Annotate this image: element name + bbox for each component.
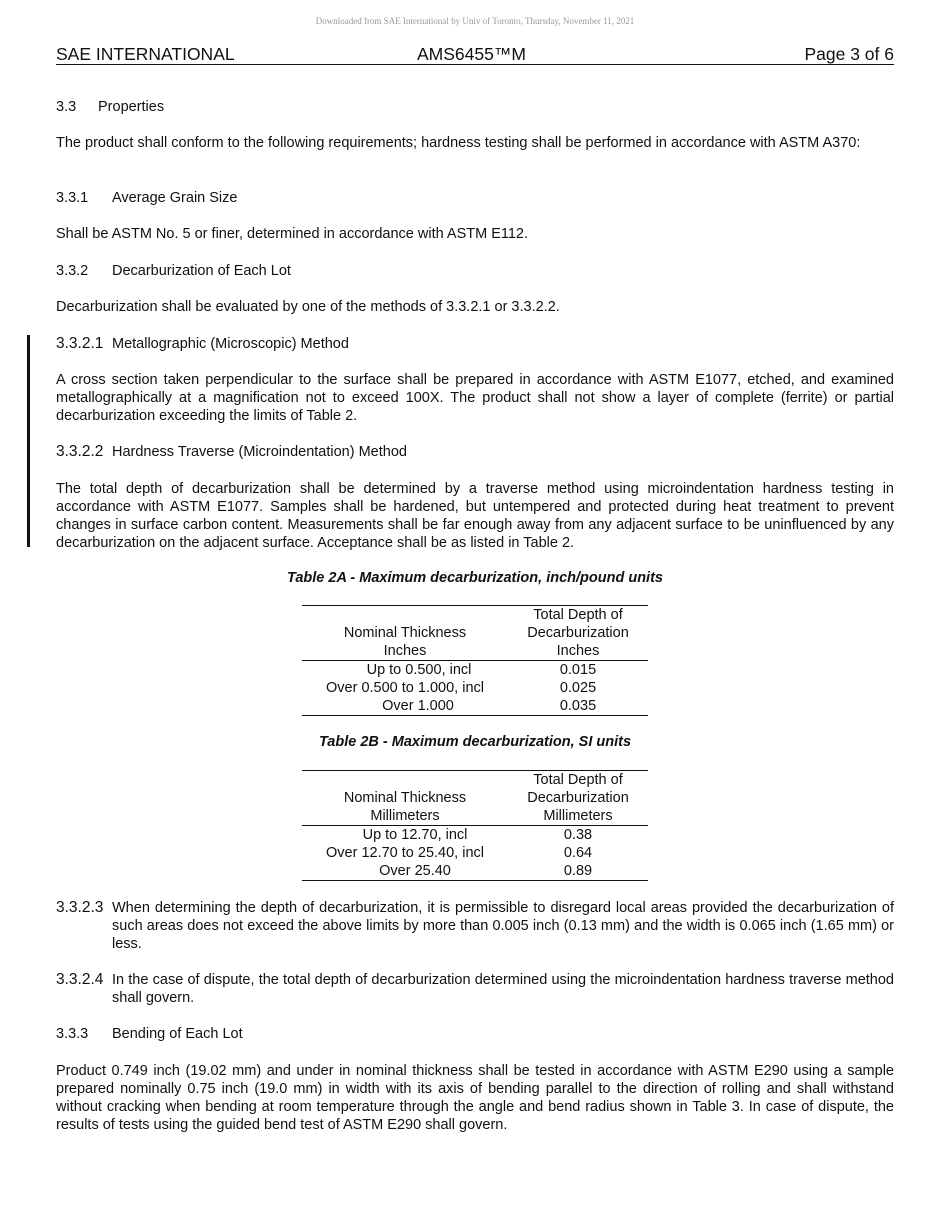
section-3-3-2-heading [56,262,894,280]
depth-cell: 0.64 [563,845,593,861]
depth-cell: 0.015 [559,662,597,678]
section-number: 3.3.2.2 [56,443,104,460]
section-number: 3.3.3 [56,1026,89,1042]
header-organization: SAE INTERNATIONAL [56,44,235,64]
section-3-3-2-1-heading [56,335,894,353]
table-row [302,697,648,716]
table-row [302,862,648,881]
table-row [302,661,648,680]
revision-change-bar [27,335,30,547]
section-3-3-3-text: Product 0.749 inch (19.02 mm) and under in nominal thickness shall be tested in accordance with ASTM E290 using a sample prepared nominally 0.75 inch (19.0 mm) in width with its axis of bending parallel to the direction of rolling and shall withstand without cracking when bending at room temperature through the angle and bend radius shown in Table 3. In case of dispute, the results of tests using the guided bend test of ASTM E290 shall govern. [56,1063,894,1133]
table-row [302,826,648,845]
section-title: Bending of Each Lot [112,1026,243,1042]
table-2a-caption: Table 2A - Maximum decarburization, inch/pound units [287,570,663,586]
column-header-depth: Total Depth of Decarburization Millimeters [508,771,648,826]
table-header-row [302,771,648,826]
section-3-3-2-3 [56,899,894,953]
column-header-depth: Total Depth of Decarburization Inches [508,606,648,661]
table-row [302,679,648,697]
section-number: 3.3.2.4 [56,971,104,988]
section-title: Properties [98,99,165,115]
section-3-3-1-heading [56,189,894,207]
section-3-3-2-4 [56,971,894,1007]
section-number: 3.3.2 [56,263,89,279]
section-3-3-text: The product shall conform to the following requirements; hardness testing shall be performed in accordance with ASTM A370: [56,135,861,151]
section-3-3-1-text: Shall be ASTM No. 5 or finer, determined in accordance with ASTM E112. [56,226,529,242]
depth-cell: 0.025 [559,680,597,696]
thickness-cell: Over 25.40 [302,862,508,881]
section-number: 3.3.1 [56,190,89,206]
section-3-3-2-2-heading [56,443,894,461]
table-2a [302,605,648,716]
section-text: In the case of dispute, the total depth of decarburization determined using the microindentation hardness traverse method shall govern. [112,972,894,1006]
section-title: Decarburization of Each Lot [112,263,291,279]
section-3-3-2-2-text: The total depth of decarburization shall be determined by a traverse method using microindentation hardness testing in accordance with ASTM E1077. Samples shall be hardened, but untempered and protected during heat treatment to prevent changes in surface carbon content. Measurements shall be far enough away from any adjacent surface to be uninfluenced by any decarburization on the adjacent surface. Acceptance shall be as listed in Table 2. [56,481,894,551]
table-header-row [302,606,648,661]
column-header-thickness: Nominal Thickness Millimeters [302,771,508,826]
section-3-3-2-1-text: A cross section taken perpendicular to the surface shall be prepared in accordance with ASTM E1077, etched, and examined metallographically at a magnification not to exceed 100X. The product shall not show a layer of complete (ferrite) or partial decarburization exceeding the limits of Table 2. [56,372,894,424]
column-header-thickness: Nominal Thickness Inches [302,606,508,661]
table-2b [302,770,648,881]
section-title: Average Grain Size [112,190,238,206]
thickness-cell: Up to 12.70, incl [362,827,468,843]
thickness-cell: Over 1.000 [302,697,508,716]
section-number: 3.3.2.3 [56,899,104,916]
depth-cell: 0.035 [508,697,648,716]
download-watermark: Downloaded from SAE International by Univ of Toronto, Thursday, November 11, 2021 [315,16,635,26]
section-3-3-3-heading [56,1025,894,1043]
section-3-3-heading [56,98,894,116]
depth-cell: 0.89 [508,862,648,881]
page-header [56,44,894,65]
depth-cell: 0.38 [563,827,593,843]
table-row [302,844,648,862]
section-title: Hardness Traverse (Microindentation) Method [112,444,407,460]
section-3-3-2-text: Decarburization shall be evaluated by one of the methods of 3.3.2.1 or 3.3.2.2. [56,299,560,315]
section-text: When determining the depth of decarburization, it is permissible to disregard local areas provided the decarburization of such areas does not exceed the above limits by more than 0.005 inch (0.13 mm) and the width is 0.065 inch (1.65 mm) or less. [112,900,894,952]
section-number: 3.3 [56,99,77,115]
header-document-id: AMS6455™M [417,44,526,64]
thickness-cell: Over 0.500 to 1.000, incl [326,680,484,696]
thickness-cell: Up to 0.500, incl [366,662,472,678]
thickness-cell: Over 12.70 to 25.40, incl [326,845,484,861]
section-title: Metallographic (Microscopic) Method [112,336,349,352]
section-number: 3.3.2.1 [56,335,104,352]
table-2b-caption: Table 2B - Maximum decarburization, SI units [318,734,632,750]
header-page-number: Page 3 of 6 [804,44,894,64]
